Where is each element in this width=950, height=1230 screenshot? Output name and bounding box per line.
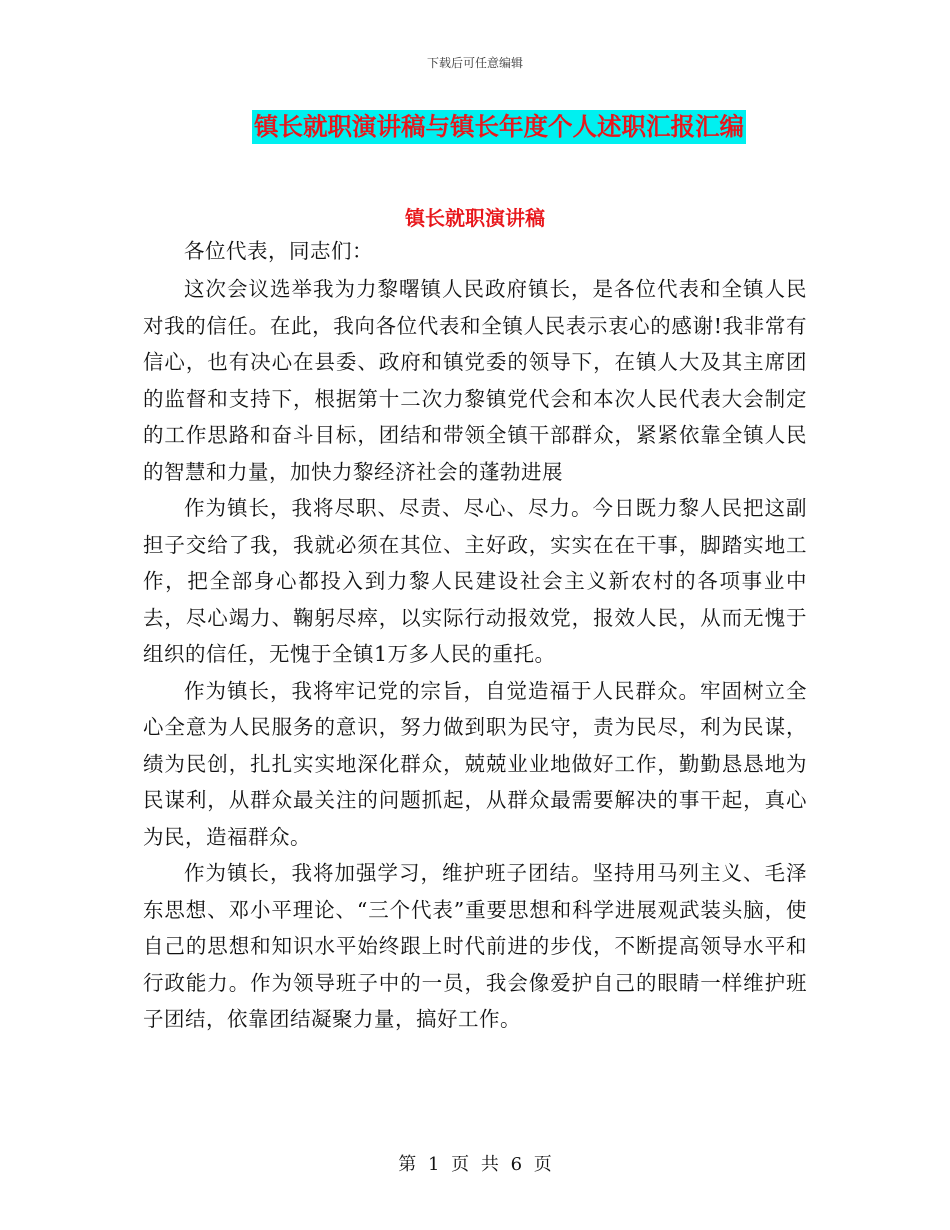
header-note: 下载后可任意编辑 xyxy=(426,56,523,70)
paragraph: 这次会议选举我为力黎曙镇人民政府镇长，是各位代表和全镇人民对我的信任。在此，我向各位代表和全镇人民表示衷心的感谢!我非常有信心，也有决心在县委、政府和镇党委的领导下，在镇人大及其主席团的监督和支持下，根据第十二次力黎镇党代会和本次人民代表大会制定的工作思路和奋斗目标，团结和带领全镇干部群众，紧紧依靠全镇人民的智慧和力量，加快力黎经济社会的蓬勃进展 xyxy=(143,277,807,484)
paragraph: 作为镇长，我将加强学习，维护班子团结。坚持用马列主义、毛泽东思想、邓小平理论、“三个代表”重要思想和科学进展观武装头脑，使自己的思想和知识水平始终跟上时代前进的步伐，不断提高领导水平和行政能力。作为领导班子中的一员，我会像爱护自己的眼睛一样维护班子团结，依靠团结凝聚力量，搞好工作。 xyxy=(143,861,807,1031)
main-title: 镇长就职演讲稿与镇长年度个人述职汇报汇编 xyxy=(252,110,746,144)
paragraph: 作为镇长，我将尽职、尽责、尽心、尽力。今日既力黎人民把这副担子交给了我，我就必须在其位、主好政，实实在在干事，脚踏实地工作，把全部身心都投入到力黎人民建设社会主义新农村的各项事业中去，尽心竭力、鞠躬尽瘁，以实际行动报效党，报效人民，从而无愧于组织的信任，无愧于全镇1万多人民的重托。 xyxy=(143,496,807,666)
document-body xyxy=(143,222,807,1038)
greeting: 各位代表，同志们： xyxy=(184,239,373,263)
section-title: 镇长就职演讲稿 xyxy=(405,206,545,230)
page-number: 第 1 页 共 6 页 xyxy=(398,1154,552,1175)
paragraph: 作为镇长，我将牢记党的宗旨，自觉造福于人民群众。牢固树立全心全意为人民服务的意识，努力做到职为民守，责为民尽，利为民谋，绩为民创，扎扎实实地深化群众，兢兢业业地做好工作，勤勤恳恳地为民谋利，从群众最关注的问题抓起，从群众最需要解决的事干起，真心为民，造福群众。 xyxy=(143,678,807,849)
main-title-container xyxy=(0,110,950,144)
